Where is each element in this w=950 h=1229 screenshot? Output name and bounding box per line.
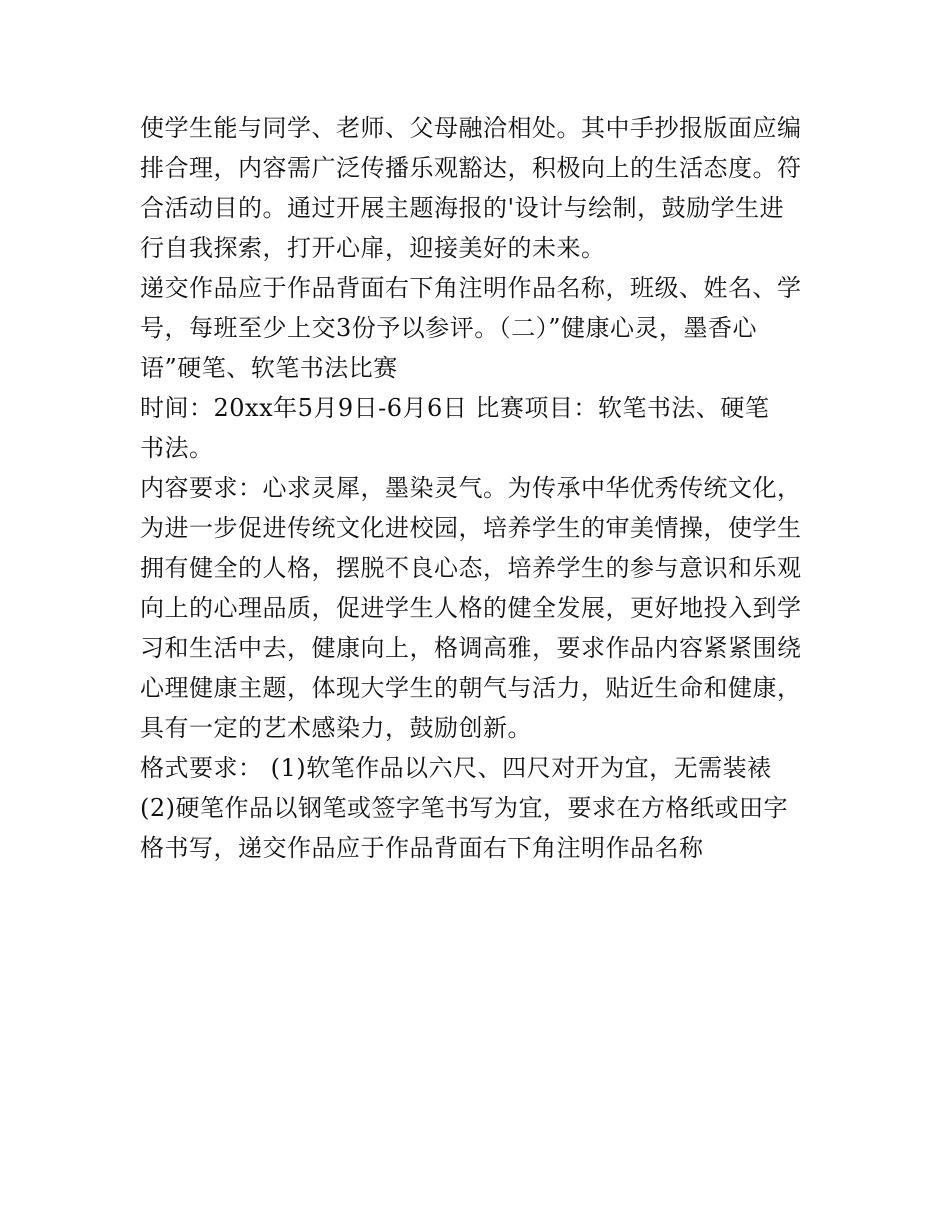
text-line: 合活动目的。通过开展主题海报的'设计与绘制，鼓励学生进 xyxy=(140,194,785,222)
text-line: 向上的心理品质，促进学生人格的健全发展，更好地投入到学 xyxy=(140,594,802,622)
text-line: 使学生能与同学、老师、父母融洽相处。其中手抄报版面应编 xyxy=(140,114,802,142)
text-line: 心理健康主题，体现大学生的朝气与活力，贴近生命和健康， xyxy=(140,674,802,702)
text-line: 行自我探索，打开心扉，迎接美好的未来。 xyxy=(140,234,606,262)
text-line: 号，每班至少上交3份予以参评。（二）”健康心灵，墨香心 xyxy=(140,314,758,342)
text-line: 为进一步促进传统文化进校园，培养学生的审美情操，使学生 xyxy=(140,514,802,542)
text-line: (2)硬笔作品以钢笔或签字笔书写为宜，要求在方格纸或田字 xyxy=(140,794,788,822)
text-line: 语”硬笔、软笔书法比赛 xyxy=(140,354,398,382)
text-line: 递交作品应于作品背面右下角注明作品名称，班级、姓名、学 xyxy=(140,274,802,302)
text-line: 格式要求： (1)软笔作品以六尺、四尺对开为宜，无需装裱 xyxy=(140,754,772,782)
text-line: 书法。 xyxy=(140,434,214,462)
text-line: 内容要求：心求灵犀，墨染灵气。为传承中华优秀传统文化， xyxy=(140,474,802,502)
text-line: 习和生活中去，健康向上，格调高雅，要求作品内容紧紧围绕 xyxy=(140,634,802,662)
text-line: 格书写，递交作品应于作品背面右下角注明作品名称 xyxy=(140,834,704,862)
text-line: 具有一定的艺术感染力，鼓励创新。 xyxy=(140,714,532,742)
text-line: 排合理，内容需广泛传播乐观豁达，积极向上的生活态度。符 xyxy=(140,154,802,182)
document-body xyxy=(140,108,820,868)
text-line: 拥有健全的人格，摆脱不良心态，培养学生的参与意识和乐观 xyxy=(140,554,802,582)
text-line: 时间：20xx年5月9日-6月6日 比赛项目：软笔书法、硬笔 xyxy=(140,394,770,422)
